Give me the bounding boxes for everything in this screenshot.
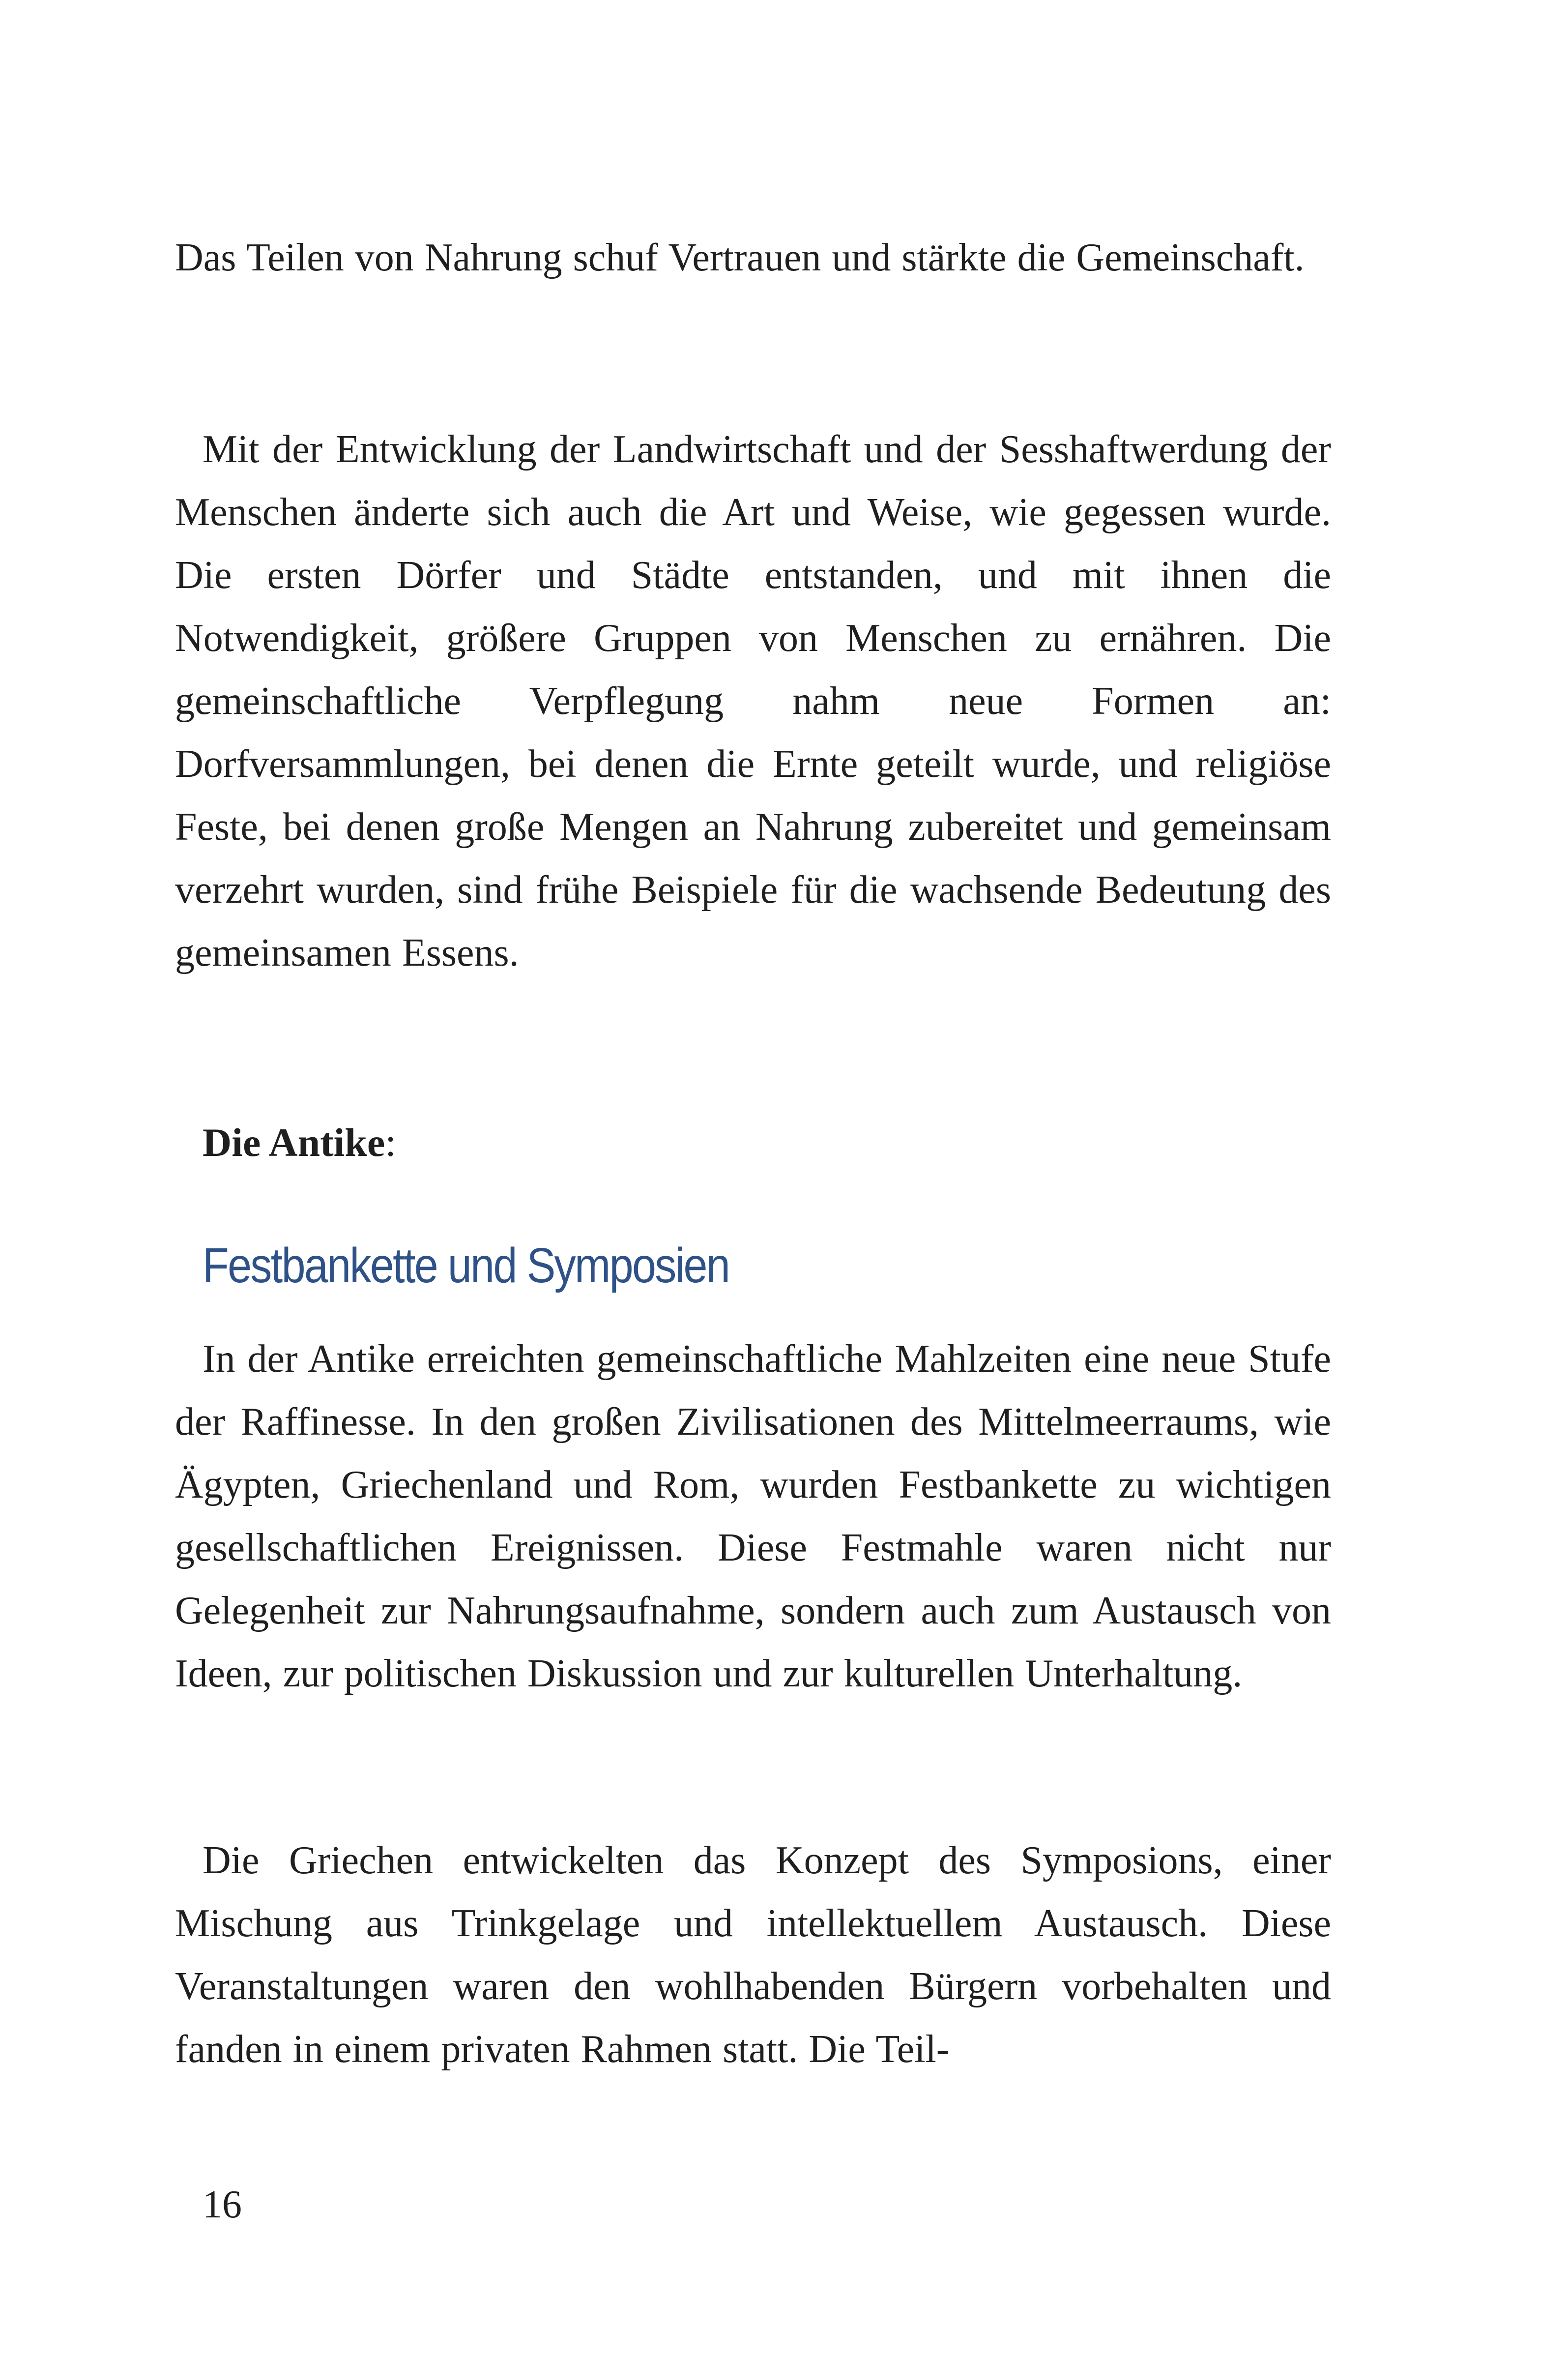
- paragraph-text: Das Teilen von Nahrung schuf Vertrauen und stärkte die Gemeinschaft.: [175, 236, 1305, 279]
- paragraph-text: Die Griechen entwickelten das Konzept des Symposions, einer Mischung aus Trinkgelage und intellektuellem Austausch. Diese Veranstaltungen waren den wohlhabenden Bürgern vorbehalten und fanden in einem privaten Rahmen statt. Die Teil-: [175, 1839, 1331, 2071]
- paragraph-antiquity: [175, 1328, 1331, 1705]
- section-label-colon: :: [385, 1120, 397, 1165]
- paragraph-text: Mit der Entwicklung der Landwirtschaft und der Sesshaftwerdung der Menschen änderte sich auch die Art und Weise, wie gegessen wurde. Die ersten Dörfer und Städte entstanden, und mit ihnen die Notwendigkeit, größere Gruppen von Menschen zu ernähren. Die gemeinschaftliche Verpflegung nahm neue Formen an: Dorfversammlungen, bei denen die Ernte geteilt wurde, und religiöse Feste, bei denen große Mengen an Nahrung zubereitet und gemeinsam verzehrt wurden, sind frühe Beispiele für die wachsende Bedeutung des gemeinsamen Essens.: [175, 428, 1331, 974]
- section-label: [203, 1111, 396, 1174]
- section-label-bold: Die Antike: [203, 1120, 385, 1165]
- paragraph-text: In der Antike erreichten gemeinschaftliche Mahlzeiten eine neue Stufe der Raffinesse. In den großen Zivilisationen des Mittelmeerraums, wie Ägypten, Griechenland und Rom, wurden Festbankette zu wichtigen gesellschaftlichen Ereignissen. Diese Festmahle waren nicht nur Gelegenheit zur Nahrungsaufnahme, sondern auch zum Austausch von Ideen, zur politischen Diskussion und zur kulturellen Unterhaltung.: [175, 1337, 1331, 1695]
- paragraph-agriculture: [175, 418, 1331, 984]
- paragraph-symposion: [175, 1829, 1331, 2081]
- subheading-festbankette: Festbankette und Symposien: [203, 1238, 729, 1293]
- page-number: 16: [203, 2183, 242, 2226]
- paragraph-sharing-food: [175, 226, 1331, 289]
